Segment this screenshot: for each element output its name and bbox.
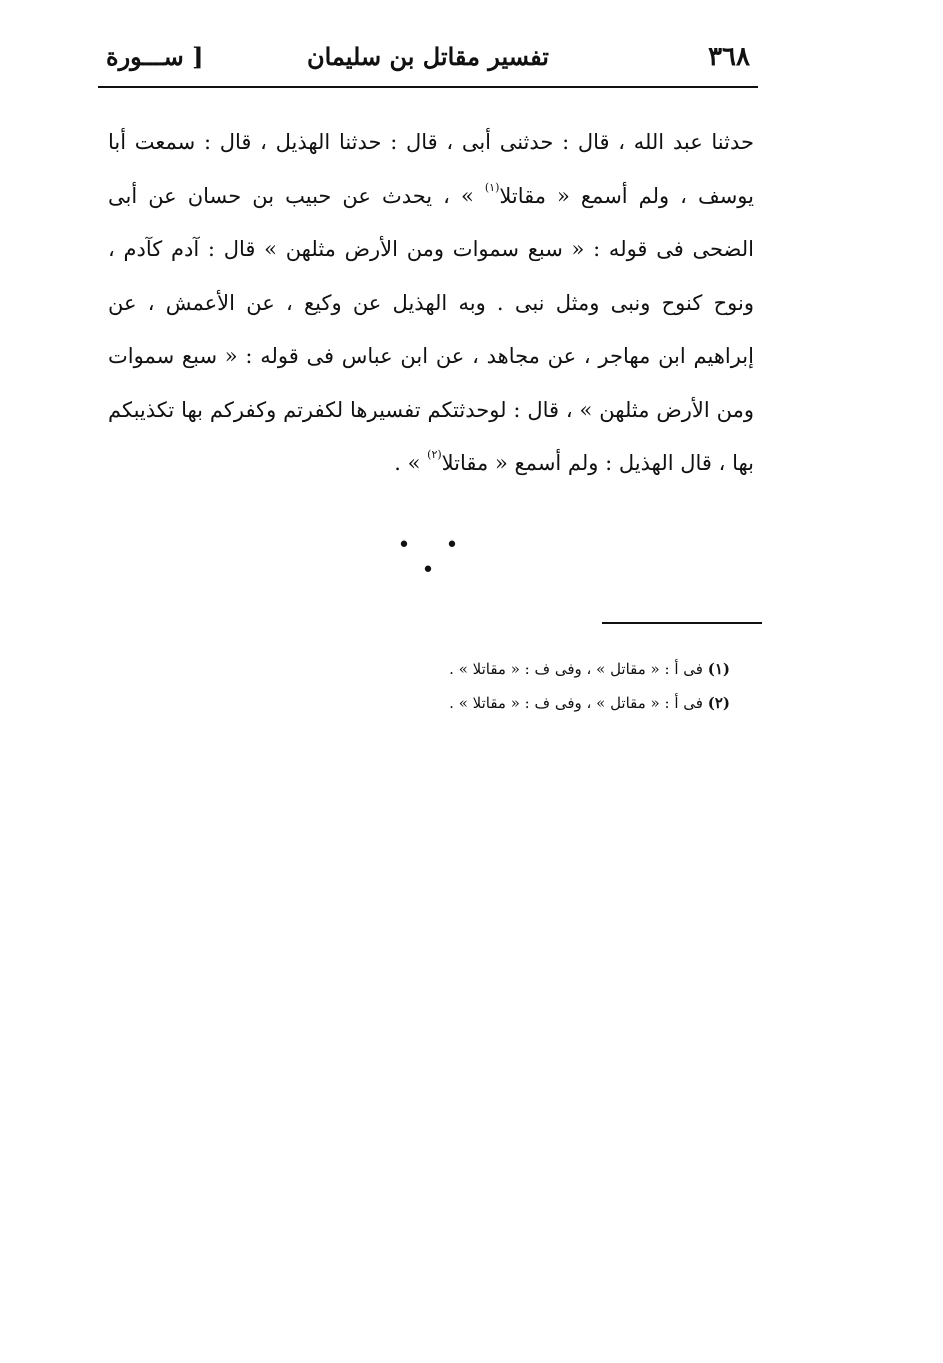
footnotes [380,652,730,720]
body-line-4: كنوح ونبى ومثل نبى . وبه الهذيل عن وكيع ، عن الأعمش ، عن إبراهيم [108,290,754,368]
section-label: [ ســـورة [106,42,204,71]
body-line-6: مثلهن » ، قال : لوحدثتكم تفسيرها لكفرتم وكفركم بها تكذيبكم بها ، قال [108,397,754,475]
running-title: تفسير مقاتل بن سليمان [306,42,549,71]
body-line-3: فى قوله : « سبع سموات ومن الأرض مثلهن » قال : آدم كآدم ، ونوح [108,237,754,315]
footnote-item [380,652,730,686]
footnote-item [380,686,730,720]
footnote-text: فى أ : « مقاتل » ، وفى ف : « مقاتلا » . [449,660,703,678]
page-number: ٣٦٨ [708,42,750,72]
footnote-marker-1: (١) [484,180,500,194]
footnote-number: (١) [707,660,730,678]
footnote-marker-2: (٢) [427,448,442,461]
body-line-7b: » . [394,451,421,475]
body-line-5: ابن مهاجر ، عن مجاهد ، عن ابن عباس فى قوله : « سبع سموات ومن الأرض [108,344,754,422]
page-header [98,38,758,86]
body-line-2a: أبا يوسف ، ولم أسمع « مقاتلا [108,130,754,208]
body-paragraph [108,116,754,491]
footnote-text: فى أ : « مقاتل » ، وفى ف : « مقاتلا » . [449,694,703,712]
body-line-2b: » ، يحدث عن حبيب بن حسان عن أبى الضحى [108,183,754,261]
header-rule [98,86,758,88]
body-line-7a: الهذيل : ولم أسمع « مقاتلا [441,451,674,475]
section-separator: • • • [397,533,473,583]
body-line-1: حدثنا عبد الله ، قال : حدثنى أبى ، قال : حدثنا الهذيل ، قال : سمعت [134,130,754,154]
footnote-number: (٢) [707,694,730,712]
footnote-rule [602,622,762,624]
